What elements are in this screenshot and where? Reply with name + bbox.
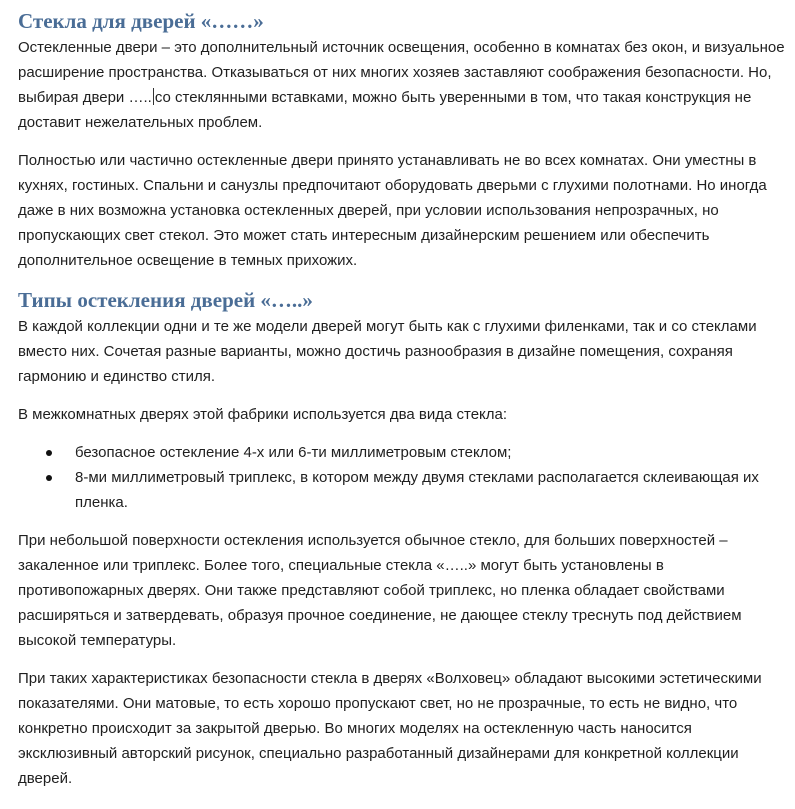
paragraph-rooms[interactable]: Полностью или частично остекленные двери принято устанавливать не во всех комнатах. Они уместны в кухнях, гостиных. Спальни и санузлы предпочитают оборудовать дверьми с глухими полотнами. Но иногда даже в них возможна установка остекленных дверей, при условии использования непрозрачных, но пропускающих свет стекол. Это может стать интересным дизайнерским решением или обеспечить дополнительное освещение в темных прихожих.	[18, 152, 767, 269]
text-cursor	[153, 88, 154, 105]
list-item[interactable]	[18, 465, 785, 515]
section-heading-glazing-types: Типы остекления дверей «…..»	[18, 288, 313, 312]
paragraph-intro-text-before-caret: Остекленные двери – это дополнительный источник освещения, особенно в комнатах без окон, и визуальное расширение пространства. Отказываться от них многих хозяев заставляют соображения безопасности. Но, выбирая двери …..	[18, 39, 785, 106]
paragraph-aesthetics[interactable]: При таких характеристиках безопасности стекла в дверях «Волховец» обладают высокими эстетическими показателями. Они матовые, то есть хорошо пропускают свет, но не прозрачные, то есть не видно, что конкретно происходит за закрытой дверью. Во многих моделях на остекленную часть наносится эксклюзивный авторский рисунок, специально разработанный дизайнерами для конкретной коллекции дверей.	[18, 670, 762, 787]
list-item[interactable]	[18, 440, 785, 465]
glass-types-list	[18, 440, 785, 515]
paragraph-glass-kinds-intro[interactable]: В межкомнатных дверях этой фабрики используется два вида стекла:	[18, 406, 508, 423]
paragraph-collections[interactable]: В каждой коллекции одни и те же модели дверей могут быть как с глухими филенками, так и со стеклами вместо них. Сочетая разные варианты, можно достичь разнообразия в дизайне помещения, сохраняя гармонию и единство стиля.	[18, 318, 757, 385]
bullet-icon	[46, 475, 52, 481]
bullet-icon	[46, 450, 52, 456]
paragraph-intro-text-after-caret: со стеклянными вставками, можно быть уверенными в том, что такая конструкция не доставит нежелательных проблем.	[18, 89, 752, 131]
list-item-text: безопасное остекление 4-х или 6-ти миллиметровым стеклом;	[75, 444, 512, 461]
list-item-text: 8-ми миллиметровый триплекс, в котором между двумя стеклами располагается склеивающая их пленка.	[75, 469, 759, 511]
paragraph-intro[interactable]	[18, 35, 785, 135]
paragraph-fireproof[interactable]: При небольшой поверхности остекления используется обычное стекло, для больших поверхностей – закаленное или триплекс. Более того, специальные стекла «…..» могут быть установлены в противопожарных дверях. Они также представляют собой триплекс, но пленка обладает свойствами расширяться и затвердевать, образуя прочное соединение, не дающее стеклу треснуть под действием высокой температуры.	[18, 532, 742, 649]
section-heading-glass-for-doors: Стекла для дверей «……»	[18, 9, 264, 33]
